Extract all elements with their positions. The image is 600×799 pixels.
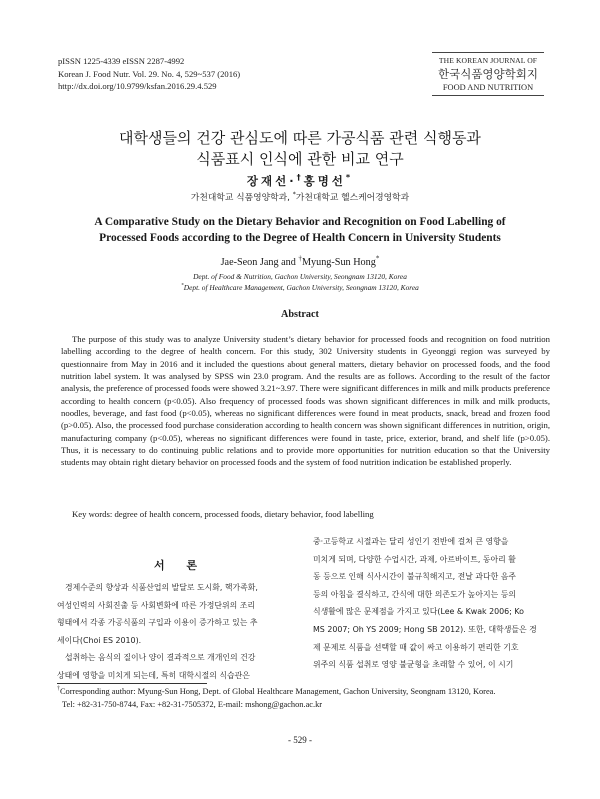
author-english-1: Jae-Seon Jang and <box>220 257 299 268</box>
body-line: 섭취하는 음식의 질이나 양이 결과적으로 개개인의 건강 <box>65 653 256 663</box>
body-line: 식생활에 많은 문제점을 가지고 있다(Lee & Kwak 2006; Ko <box>313 607 524 617</box>
body-line: 세이다(Choi ES 2010). <box>57 635 142 645</box>
author-korean-1: 장재선 <box>246 174 290 188</box>
affiliation-mark: * <box>375 254 380 263</box>
body-line: 형태에서 각종 가공식품의 구입과 이용이 증가하고 있는 추 <box>57 618 258 628</box>
body-line: 등의 아침을 결식하고, 간식에 대한 의존도가 높아지는 등의 <box>313 589 517 599</box>
citation-line: Korean J. Food Nutr. Vol. 29. No. 4, 529~537 (2016) <box>58 68 241 79</box>
page-number: - 529 - <box>288 735 312 745</box>
affiliation-english-1: Dept. of Food & Nutrition, Gachon University, Seongnam 13120, Korea <box>193 272 407 281</box>
doi-link[interactable]: http://dx.doi.org/10.9799/ksfan.2016.29.4.529 <box>58 81 217 91</box>
title-korean <box>40 128 560 170</box>
affiliation-korean-2: 가천대학교 헬스케어경영학과 <box>295 193 410 203</box>
body-line: 동 등으로 인해 식사시간이 불규칙해지고, 전날 과다한 음주 <box>313 572 517 582</box>
abstract-heading: Abstract <box>281 309 319 320</box>
journal-name-en-top: THE KOREAN JOURNAL OF <box>438 56 538 65</box>
body-line: 위주의 식품 섭취로 영양 불균형을 초래할 수 있어, 이 시기 <box>313 660 514 670</box>
affiliation-english-2: Dept. of Healthcare Management, Gachon University, Seongnam 13120, Korea <box>183 282 419 292</box>
body-line: 제 문제로 식품을 선택할 때 값이 싸고 이용하기 편리한 기호 <box>313 642 519 652</box>
citation-header <box>58 55 240 93</box>
author-korean-2: 홍명선 <box>303 174 346 188</box>
author-english-2: Myung-Sun Hong <box>301 257 376 268</box>
title-korean-line2: 식품표시 인식에 관한 비교 연구 <box>196 150 404 168</box>
corresponding-mark: † <box>57 686 60 693</box>
title-korean-line1: 대학생들의 건강 관심도에 따른 가공식품 관련 식행동과 <box>119 129 481 147</box>
affiliation-mark: * <box>292 191 296 199</box>
title-english-line1: A Comparative Study on the Dietary Behavior and Recognition on Food Labelling of <box>94 216 506 228</box>
title-english-line2: Processed Foods according to the Degree of Health Concern in University Students <box>99 232 501 244</box>
body-line: MS 2007; Oh YS 2009; Hong SB 2012). 또한, 대학생들은 경 <box>313 624 537 634</box>
section-heading-introduction: 서 론 <box>153 559 207 572</box>
authors-english <box>40 254 560 268</box>
affiliations-english <box>40 272 560 293</box>
issn-line: pISSN 1225-4339 eISSN 2287-4992 <box>58 56 185 66</box>
authors-korean <box>40 173 560 189</box>
corresponding-mark: † <box>296 173 304 183</box>
body-line: 경제수준의 향상과 식품산업의 발달로 도시화, 핵가족화, <box>65 583 258 592</box>
author-separator: · <box>289 174 297 188</box>
keywords: Key words: degree of health concern, processed foods, dietary behavior, food labelling <box>72 509 374 519</box>
body-line: 상태에 영향을 미치게 되는데, 특히 대학시절의 식습관은 <box>57 670 250 680</box>
affiliations-korean <box>40 190 560 203</box>
affiliation-korean-1: 가천대학교 식품영양학과, <box>190 193 290 203</box>
body-line: 중·고등학교 시절과는 달리 성인기 전반에 걸쳐 큰 영향을 <box>313 537 509 546</box>
footnote-line1: Corresponding author: Myung-Sun Hong, Dept. of Global Healthcare Management, Gachon University, Seongnam 13120, Korea. <box>59 687 496 696</box>
title-english <box>40 214 560 246</box>
journal-name-en-bottom: FOOD AND NUTRITION <box>442 83 534 92</box>
abstract-text: The purpose of this study was to analyze University student’s dietary behavior for processed foods and recognition on food nutrition labelling according to the degree of health concern. For this study, 302 University students in Gyeonggi region was surveyed by questionnaire from May in 2016 and it included the questions about general matters, dietary behavior on processed foods, and the food nutrition label system. It was analysed by SPSS win 23.0 program. And the results are as follows. According to the result of the factor analysis, the preference of processed foods were showed 3.21~3.97. There were significant differences in milk and milk products preference according to health concern (p<0.05). Also frequency of processed foods was shown significant differences in milk and milk products, noodles, beverage, and fast food (p<0.05), whereas no significant differences were found in meat products, snack, bread and frozen food (p>0.05). Also, the processed food purchase consideration according to health concern was shown significant differences in nutrition, origin, manufacturing company (p<0.05), whereas no significant differences were found in taste, price, exterior, brand, and shelf life (p>0.05). Thus, it is necessary to do continuing public relations and to provide more opportunities for nutrition education so that the University students may obtain right dietary behavior on processed foods and the system of food nutrition indication be established properly. <box>61 334 550 468</box>
body-line: 미치게 되며, 다양한 수업시간, 과제, 아르바이트, 동아리 활 <box>313 554 516 564</box>
body-line: 여성인력의 사회진출 등 사회변화에 따른 가정단위의 조리 <box>57 600 255 610</box>
journal-masthead <box>432 52 544 96</box>
footnote-line2: Tel: +82-31-750-8744, Fax: +82-31-7505372, E-mail: mshong@gachon.ac.kr <box>62 699 323 709</box>
body-column-left <box>57 579 303 685</box>
affiliation-mark: * <box>345 173 354 183</box>
abstract-body <box>61 333 550 469</box>
journal-name-ko: 한국식품영양학회지 <box>438 67 538 81</box>
footnote-divider <box>57 683 207 684</box>
body-column-right <box>313 533 553 674</box>
corresponding-author-footnote <box>57 686 557 711</box>
affiliation-mark: * <box>181 282 184 289</box>
corresponding-mark: † <box>298 254 302 263</box>
